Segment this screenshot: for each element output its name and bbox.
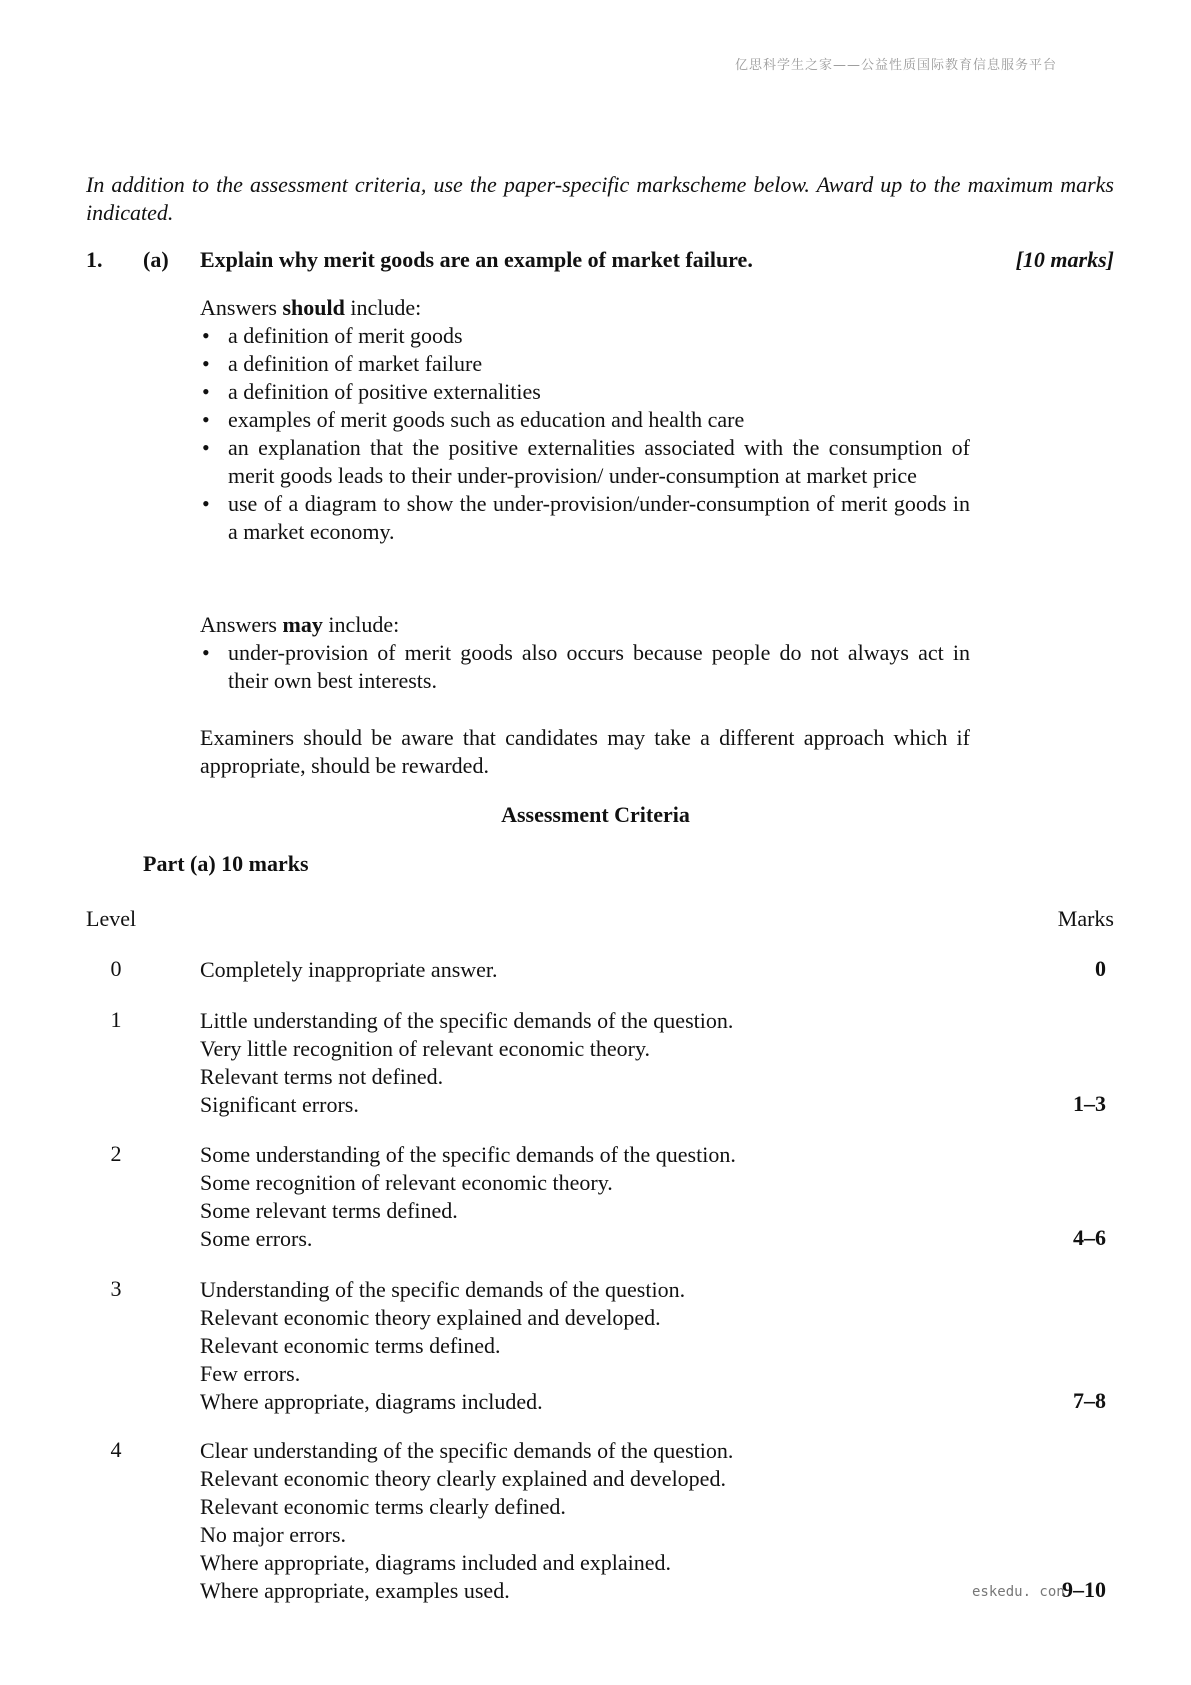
- may-include-list: [200, 639, 970, 695]
- list-item: • an explanation that the positive externalities associated with the consumption of merit goods leads to their under-provision/ under-consumption at market price: [200, 434, 970, 490]
- level-description: Completely inappropriate answer.: [200, 957, 498, 982]
- question-marks: [10 marks]: [1015, 247, 1114, 272]
- question-number: 1.: [86, 247, 103, 272]
- list-item: • use of a diagram to show the under-provision/under-consumption of merit goods in a market economy.: [200, 490, 970, 546]
- assessment-criteria-title: Assessment Criteria: [501, 802, 690, 827]
- footer-watermark: eskedu. con: [972, 1584, 1065, 1600]
- level-number: 0: [110, 956, 122, 981]
- level-description: Some understanding of the specific demands of the question. Some recognition of relevant economic theory. Some relevant terms defined. Some errors.: [200, 1142, 736, 1251]
- examiners-note: Examiners should be aware that candidates may take a different approach which if appropriate, should be rewarded.: [200, 725, 970, 778]
- level-column-header: Level: [86, 906, 137, 931]
- should-include-lead: Answers should include:: [200, 295, 422, 320]
- marks-column-header: Marks: [1057, 906, 1114, 931]
- level-number: 3: [110, 1276, 122, 1301]
- header-watermark: 亿思科学生之家——公益性质国际教育信息服务平台: [734, 58, 1057, 73]
- list-item: • examples of merit goods such as education and health care: [200, 406, 970, 434]
- list-item: • under-provision of merit goods also occurs because people do not always act in their own best interests.: [200, 639, 970, 695]
- level-marks: 4–6: [1073, 1225, 1106, 1250]
- level-marks: 9–10: [1062, 1577, 1106, 1602]
- list-item: • a definition of market failure: [200, 350, 970, 378]
- level-description: Little understanding of the specific demands of the question. Very little recognition of relevant economic theory. Relevant terms not defined. Significant errors.: [200, 1008, 734, 1117]
- list-item: • a definition of positive externalities: [200, 378, 970, 406]
- part-title: Part (a) 10 marks: [143, 851, 309, 876]
- list-item: • a definition of merit goods: [200, 322, 970, 350]
- question-text: Explain why merit goods are an example of market failure.: [200, 247, 753, 272]
- level-marks: 7–8: [1073, 1388, 1106, 1413]
- level-number: 2: [110, 1141, 122, 1166]
- level-description: Understanding of the specific demands of the question. Relevant economic theory explained and developed. Relevant economic terms defined. Few errors. Where appropriate, diagrams included.: [200, 1277, 686, 1414]
- level-marks: 0: [1095, 956, 1106, 981]
- question-part: (a): [143, 247, 169, 272]
- level-description: Clear understanding of the specific demands of the question. Relevant economic theory clearly explained and developed. Relevant economic terms clearly defined. No major errors. Where appropriate, diagrams included and explained. Where appropriate, examples used.: [200, 1438, 734, 1603]
- level-number: 1: [110, 1007, 122, 1032]
- may-include-lead: Answers may include:: [200, 612, 400, 637]
- should-include-list: [200, 322, 970, 546]
- intro-instructions: In addition to the assessment criteria, use the paper-specific markscheme below. Award up to the maximum marks indicated.: [86, 172, 1114, 225]
- level-number: 4: [110, 1437, 122, 1462]
- may-include-section: [200, 611, 970, 695]
- level-marks: 1–3: [1073, 1091, 1106, 1116]
- should-include-section: [200, 294, 970, 546]
